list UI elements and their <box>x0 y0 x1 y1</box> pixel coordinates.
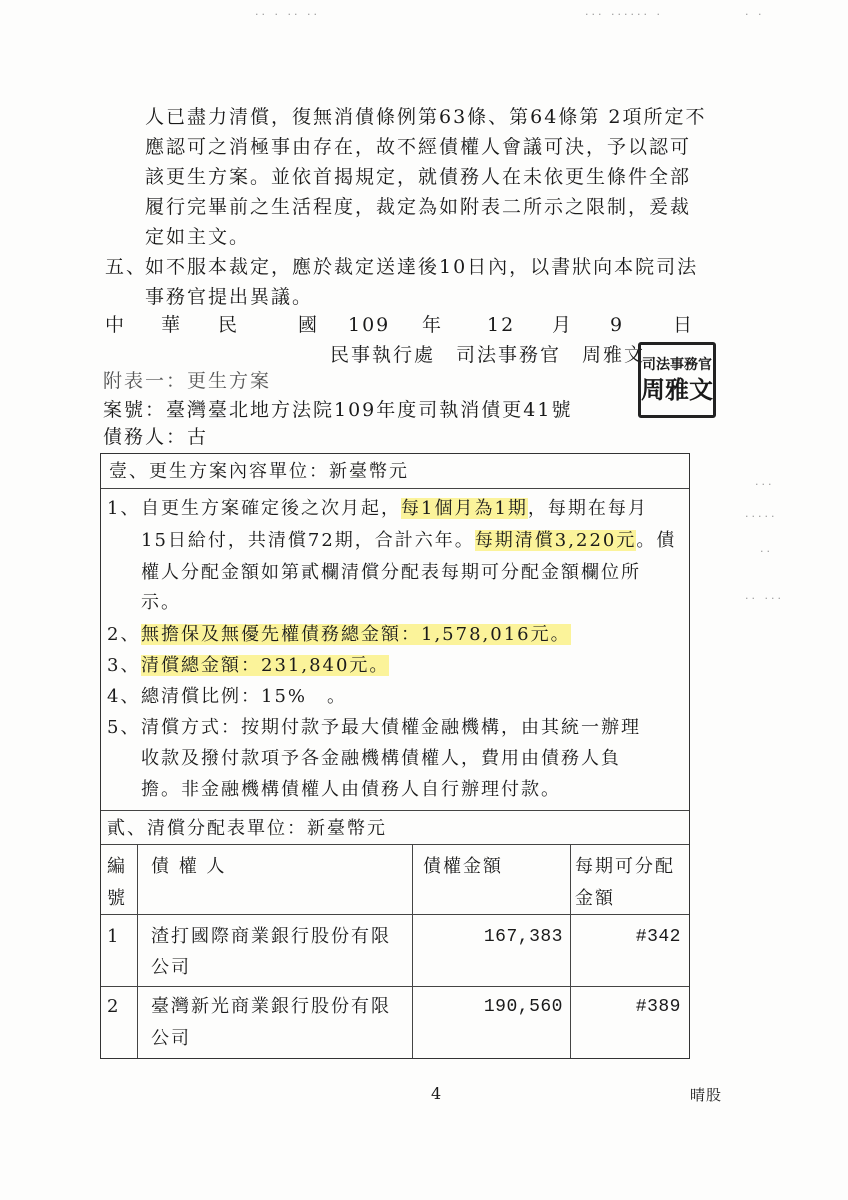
section-2-title: 貳、清償分配表單位：新臺幣元 <box>107 818 387 839</box>
appendix-case-number: 案號：臺灣臺北地方法院109年度司執消債更41號 <box>103 399 573 421</box>
item-1-line-4: 示。 <box>141 592 181 613</box>
item-1-line-2-text: 15日給付，共清償72期，合計六年。 <box>141 530 475 551</box>
appendix-debtor: 債務人：古 <box>103 426 209 448</box>
date-year: 109 <box>348 314 391 336</box>
signature-line: 民事執行處 司法事務官 周雅文 <box>330 344 646 366</box>
section-1-title: 壹、更生方案內容單位：新臺幣元 <box>109 461 409 482</box>
date-char-hua: 華 <box>161 314 183 336</box>
item-4-label: 4、 <box>107 686 141 707</box>
item-1-line-1-tail: ，每期在每月 <box>527 498 648 519</box>
row-1-no: 1 <box>107 926 121 947</box>
item-1-period-highlight: 每1個月為1期 <box>401 498 528 519</box>
body-line-2: 應認可之消極事由存在，故不經債權人會議可決，予以認可 <box>145 136 692 158</box>
date-char-min: 民 <box>218 314 240 336</box>
body-line-5: 定如主文。 <box>145 226 251 248</box>
date-char-nian: 年 <box>422 314 444 336</box>
item-1-line-2-tail: 。債 <box>636 530 677 551</box>
item-5b-line-2: 收款及撥付款項予各金融機構債權人，費用由債務人負 <box>141 748 621 769</box>
row-2-no: 2 <box>107 996 121 1017</box>
header-per-period-1: 每期可分配 <box>575 856 675 877</box>
item-1-line-1-text: 自更生方案確定後之次月起， <box>141 498 401 519</box>
margin-mark-4: ·· ··· <box>745 592 784 605</box>
margin-mark-1: ··· <box>755 478 775 491</box>
item-3-highlight: 清償總金額：231,840元。 <box>141 655 390 676</box>
date-char-guo: 國 <box>298 314 320 336</box>
divider-table-header-top <box>101 844 689 845</box>
page-number: 4 <box>431 1084 444 1103</box>
body-line-4: 履行完畢前之生活程度，裁定為如附表二所示之限制，爰裁 <box>145 196 692 218</box>
date-line <box>105 314 695 338</box>
item-5-line-1: 如不服本裁定，應於裁定送達後10日內，以書狀向本院司法 <box>145 256 699 278</box>
body-line-1: 人已盡力清償，復無消債條例第63條、第64條第 2項所定不 <box>145 106 707 128</box>
seal-name: 周雅文 <box>641 376 713 404</box>
row-2-creditor-2: 公司 <box>151 1028 191 1049</box>
col-divider-2 <box>412 844 413 1058</box>
item-1-payment-highlight: 每期清償3,220元 <box>474 530 637 551</box>
header-no-1: 編 <box>107 856 127 877</box>
item-2-text <box>141 626 571 644</box>
item-1-line-2 <box>141 532 676 550</box>
item-2-label: 2、 <box>107 624 141 645</box>
col-divider-3 <box>570 844 571 1058</box>
margin-mark-3: ·· <box>760 545 773 558</box>
item-5b-label: 5、 <box>107 717 141 738</box>
footer-note: 晴股 <box>690 1086 723 1104</box>
item-5-line-2: 事務官提出異議。 <box>145 286 314 308</box>
date-day: 9 <box>610 314 625 336</box>
item-1-label: 1、 <box>107 498 141 519</box>
item-3-label: 3、 <box>107 655 141 676</box>
row-2-per-period: #389 <box>635 997 681 1017</box>
divider-section-2 <box>101 810 689 811</box>
col-divider-1 <box>137 844 138 1058</box>
row-1-creditor-1: 渣打國際商業銀行股份有限 <box>151 926 391 947</box>
row-2-creditor-1: 臺灣新光商業銀行股份有限 <box>151 996 391 1017</box>
item-1-line-1 <box>141 500 648 518</box>
item-2-highlight: 無擔保及無優先權債務總金額：1,578,016元。 <box>141 624 571 645</box>
divider-section-1 <box>101 488 689 489</box>
margin-mark-2: ····· <box>745 510 778 523</box>
header-amount: 債權金額 <box>423 856 503 877</box>
item-4-text: 總清償比例：15% 。 <box>141 686 348 707</box>
top-scan-mark-right: ··· ······ · <box>585 8 663 21</box>
header-no-2: 號 <box>107 888 127 909</box>
row-2-amount: 190,560 <box>483 997 563 1017</box>
row-1-per-period: #342 <box>635 927 681 947</box>
plan-table <box>100 453 690 1059</box>
header-creditor: 債 權 人 <box>151 856 227 877</box>
body-line-3: 該更生方案。並依首揭規定，就債務人在未依更生條件全部 <box>145 166 692 188</box>
appendix-title: 附表一：更生方案 <box>103 370 272 392</box>
row-1-creditor-2: 公司 <box>151 957 191 978</box>
top-scan-mark-left: ·· · ·· ·· <box>255 8 320 21</box>
divider-row-1 <box>101 914 689 915</box>
official-seal <box>638 342 716 418</box>
header-per-period-2: 金額 <box>575 888 615 909</box>
divider-row-2 <box>101 986 689 987</box>
item-3-text <box>141 657 389 675</box>
top-scan-mark-corner: · · <box>745 8 765 21</box>
item-1-line-3: 權人分配金額如第貳欄清償分配表每期可分配金額欄位所 <box>141 562 641 583</box>
row-1-amount: 167,383 <box>483 927 563 947</box>
date-month: 12 <box>487 314 516 336</box>
item-5b-line-3: 擔。非金融機構債權人由債務人自行辦理付款。 <box>141 779 561 800</box>
item-5b-line-1: 清償方式：按期付款予最大債權金融機構，由其統一辦理 <box>141 717 641 738</box>
date-char-yue: 月 <box>552 314 574 336</box>
item-5-label: 五、 <box>105 256 148 278</box>
seal-title: 司法事務官 <box>642 357 712 373</box>
date-char-zhong: 中 <box>105 314 127 336</box>
date-char-ri: 日 <box>673 314 695 336</box>
